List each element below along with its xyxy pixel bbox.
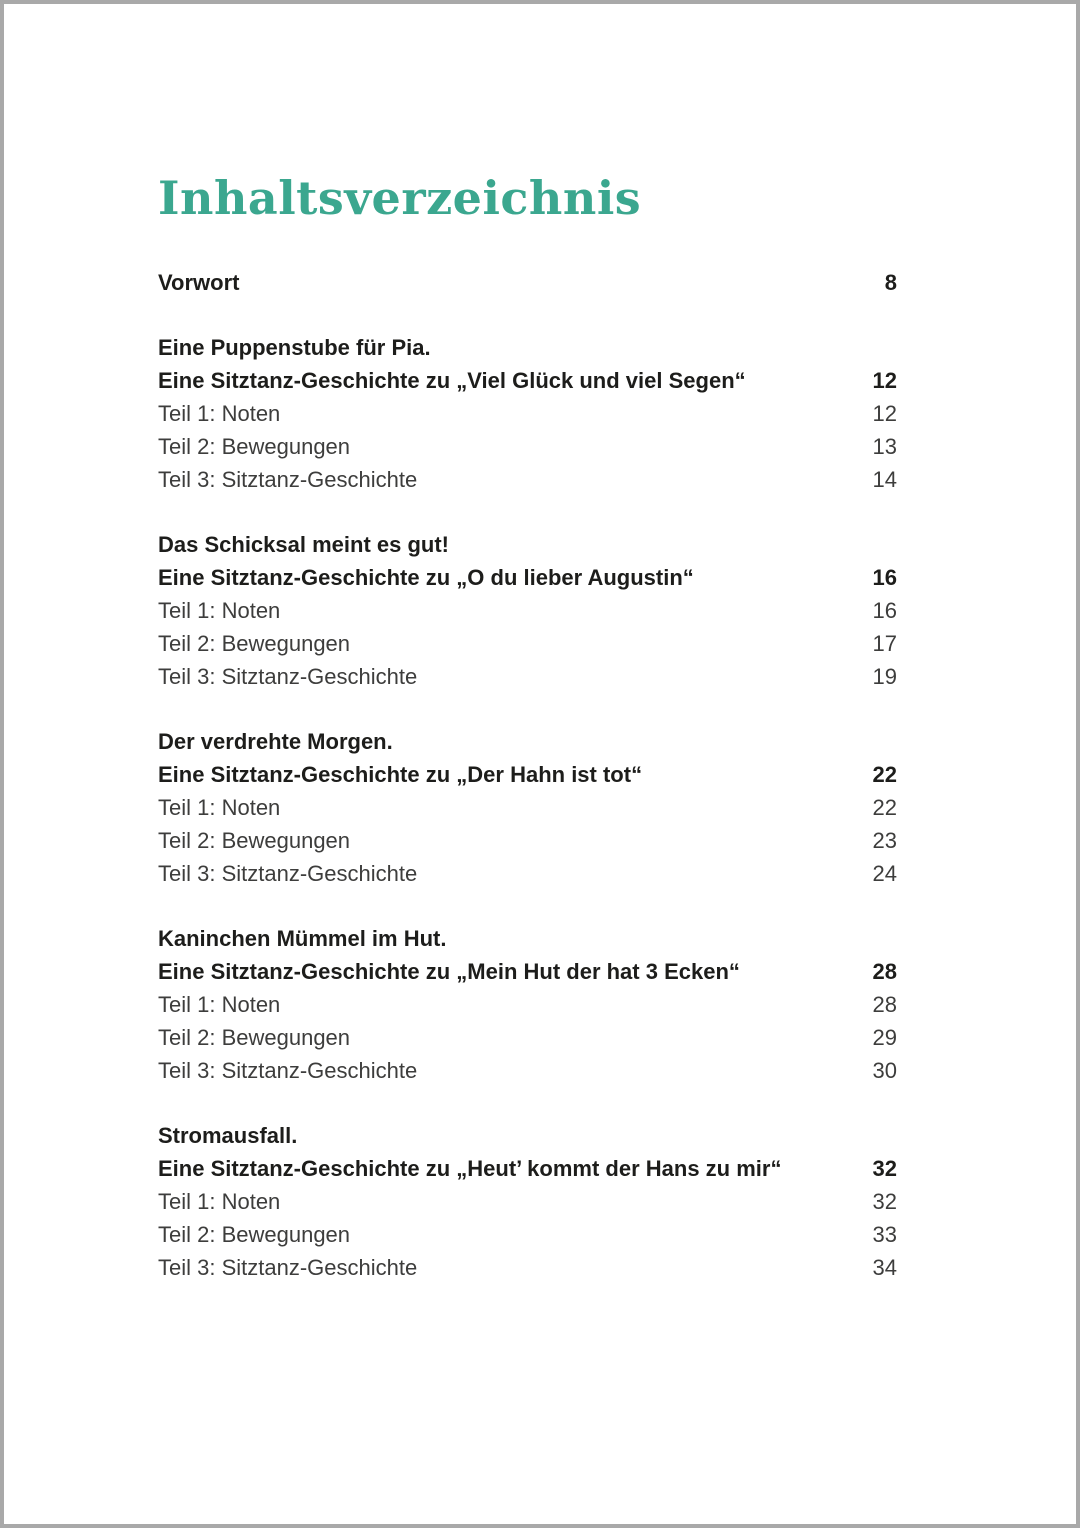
toc-entry-page: 32 [872,1189,897,1214]
toc-entry [158,1218,897,1251]
toc-entry-label: Teil 1: Noten [158,795,281,820]
toc-entry-label: Stromausfall. [158,1123,298,1148]
toc-entry-label: Teil 2: Bewegungen [158,828,351,853]
toc-section [158,1119,897,1284]
toc-entry-page: 22 [872,795,897,820]
toc-entry [158,791,897,824]
toc-entry-label: Teil 2: Bewegungen [158,1222,351,1247]
toc-section-title-line1 [158,1119,897,1152]
toc-entry [158,430,897,463]
toc-entry-page: 34 [872,1255,897,1280]
toc-section-title-line1 [158,331,897,364]
toc-entry-label: Eine Sitztanz-Geschichte zu „O du lieber Augustin“ [158,565,694,590]
toc-entry-label: Eine Sitztanz-Geschichte zu „Der Hahn ist tot“ [158,762,643,787]
toc-entry-page: 32 [872,1156,897,1181]
toc-entry-page: 30 [872,1058,897,1083]
toc-section [158,725,897,890]
toc-section-title-line2 [158,364,897,397]
toc-entry-page: 16 [872,598,897,623]
toc-entry-page: 14 [872,467,897,492]
toc-entry-label: Teil 2: Bewegungen [158,434,351,459]
toc-section [158,528,897,693]
toc-entry-page: 8 [884,270,897,295]
toc-section-title-line1 [158,922,897,955]
toc-entry [158,1185,897,1218]
toc-section-title-line1 [158,725,897,758]
toc-entry-label: Teil 3: Sitztanz-Geschichte [158,664,418,689]
toc-entry-page: 28 [872,992,897,1017]
toc-section-title-line2 [158,1152,897,1185]
toc-entry-page: 33 [872,1222,897,1247]
toc-entry-page: 29 [872,1025,897,1050]
toc-section-title-line2 [158,955,897,988]
toc-entry-page: 24 [872,861,897,886]
toc-section-title-line2 [158,758,897,791]
toc-entry-label: Eine Sitztanz-Geschichte zu „Heut’ kommt der Hans zu mir“ [158,1156,782,1181]
toc-entry-label: Teil 1: Noten [158,598,281,623]
toc-entry-label: Teil 1: Noten [158,992,281,1017]
toc-entry-label: Teil 2: Bewegungen [158,631,351,656]
toc-section [158,331,897,496]
toc-entry-page: 12 [872,368,897,393]
toc-entry [158,660,897,693]
toc-entry [158,824,897,857]
page-title: Inhaltsverzeichnis [158,171,642,225]
toc-entry-page: 19 [872,664,897,689]
toc-entry-vorwort [158,266,897,299]
toc-entry-label: Teil 3: Sitztanz-Geschichte [158,861,418,886]
toc-entry-page: 28 [872,959,897,984]
toc-entry [158,463,897,496]
toc-entry-label: Teil 2: Bewegungen [158,1025,351,1050]
toc-section-title-line1 [158,528,897,561]
toc-entry [158,594,897,627]
toc-entry-label: Kaninchen Mümmel im Hut. [158,926,447,951]
toc-entry-label: Teil 1: Noten [158,401,281,426]
toc-entry-label: Vorwort [158,270,240,295]
toc-entry-label: Teil 3: Sitztanz-Geschichte [158,467,418,492]
toc-entry [158,1021,897,1054]
toc-entry [158,988,897,1021]
toc-entry-page: 23 [872,828,897,853]
toc-content [4,4,1076,1284]
toc-entry-page: 16 [872,565,897,590]
toc-entry-label: Der verdrehte Morgen. [158,729,393,754]
toc-entry [158,1054,897,1087]
toc-entry [158,1251,897,1284]
toc-entry-label: Eine Sitztanz-Geschichte zu „Viel Glück und viel Segen“ [158,368,746,393]
toc-entry-label: Das Schicksal meint es gut! [158,532,449,557]
toc-entry-label: Teil 3: Sitztanz-Geschichte [158,1255,418,1280]
toc-section-title-line2 [158,561,897,594]
toc-entry [158,397,897,430]
toc-entry-page: 22 [872,762,897,787]
toc-entry [158,627,897,660]
toc-entry-page: 17 [872,631,897,656]
toc-entry-label: Eine Puppenstube für Pia. [158,335,431,360]
toc-entry-label: Eine Sitztanz-Geschichte zu „Mein Hut der hat 3 Ecken“ [158,959,740,984]
toc-entry-page: 13 [872,434,897,459]
toc-entry-page: 12 [872,401,897,426]
toc-entry-label: Teil 1: Noten [158,1189,281,1214]
toc-section [158,922,897,1087]
toc-entry [158,857,897,890]
toc-entry-label: Teil 3: Sitztanz-Geschichte [158,1058,418,1083]
